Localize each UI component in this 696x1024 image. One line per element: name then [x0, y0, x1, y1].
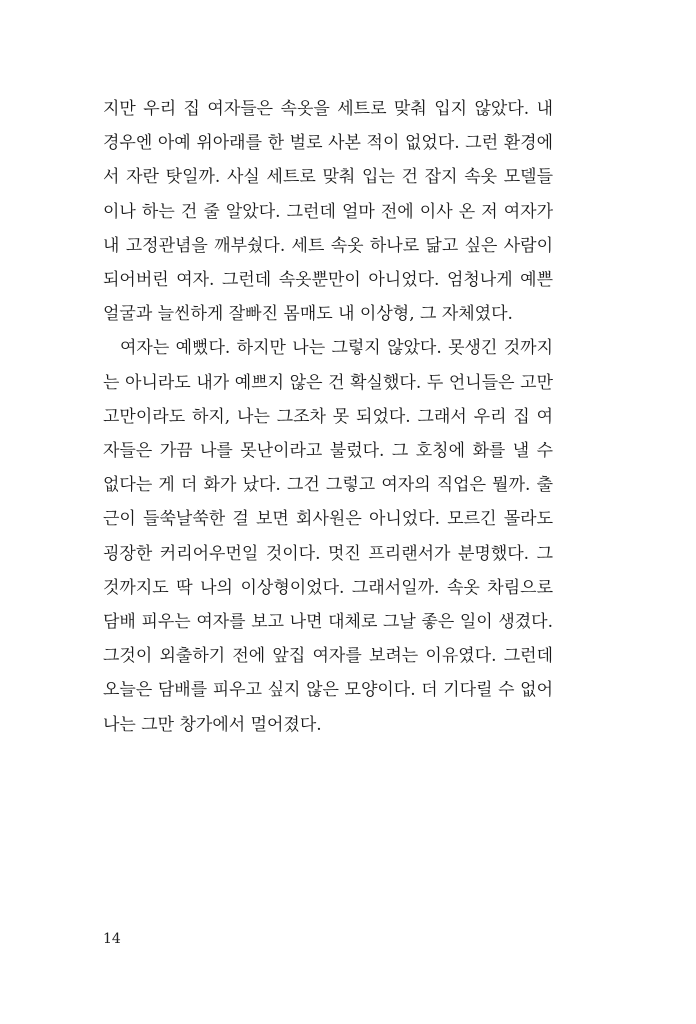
text-line-12: 없다는 게 더 화가 났다. 그건 그렇고 여자의 직업은 뭘까. 출	[103, 475, 553, 496]
body-text	[103, 92, 553, 742]
text-line-17: 그것이 외출하기 전에 앞집 여자를 보려는 이유였다. 그런데	[103, 646, 553, 667]
text-line-6: 되어버린 여자. 그런데 속옷뿐만이 아니었다. 엄청나게 예쁜	[103, 270, 553, 291]
text-line-1: 지만 우리 집 여자들은 속옷을 세트로 맞춰 입지 않았다. 내	[103, 99, 553, 119]
text-line-9: 는 아니라도 내가 예쁘지 않은 건 확실했다. 두 언니들은 고만	[103, 372, 553, 393]
text-line-14: 굉장한 커리어우먼일 것이다. 멋진 프리랜서가 분명했다. 그	[103, 543, 553, 564]
text-line-15: 것까지도 딱 나의 이상형이었다. 그래서일까. 속옷 차림으로	[103, 577, 553, 598]
text-line-3: 서 자란 탓일까. 사실 세트로 맞춰 입는 건 잡지 속옷 모델들	[103, 167, 553, 188]
text-line-2: 경우엔 아예 위아래를 한 벌로 사본 적이 없었다. 그런 환경에	[103, 133, 553, 154]
text-line-10: 고만이라도 하지, 나는 그조차 못 되었다. 그래서 우리 집 여	[103, 406, 553, 427]
text-line-18: 오늘은 담배를 피우고 싶지 않은 모양이다. 더 기다릴 수 없어	[103, 680, 553, 701]
text-line-13: 근이 들쑥날쑥한 걸 보면 회사원은 아니었다. 모르긴 몰라도	[103, 509, 553, 530]
page-number: 14	[103, 931, 121, 947]
text-line-16: 담배 피우는 여자를 보고 나면 대체로 그날 좋은 일이 생겼다.	[103, 612, 553, 633]
text-line-11: 자들은 가끔 나를 못난이라고 불렀다. 그 호칭에 화를 낼 수	[103, 441, 553, 462]
text-line-8: 여자는 예뻤다. 하지만 나는 그렇지 않았다. 못생긴 것까지	[120, 338, 553, 359]
text-line-7: 얼굴과 늘씬하게 잘빠진 몸매도 내 이상형, 그 자체였다.	[103, 304, 513, 325]
text-line-4: 이나 하는 건 줄 알았다. 그런데 얼마 전에 이사 온 저 여자가	[103, 201, 553, 222]
text-line-5: 내 고정관념을 깨부쉈다. 세트 속옷 하나로 닮고 싶은 사람이	[103, 235, 553, 256]
text-line-19: 나는 그만 창가에서 멀어졌다.	[103, 714, 322, 735]
